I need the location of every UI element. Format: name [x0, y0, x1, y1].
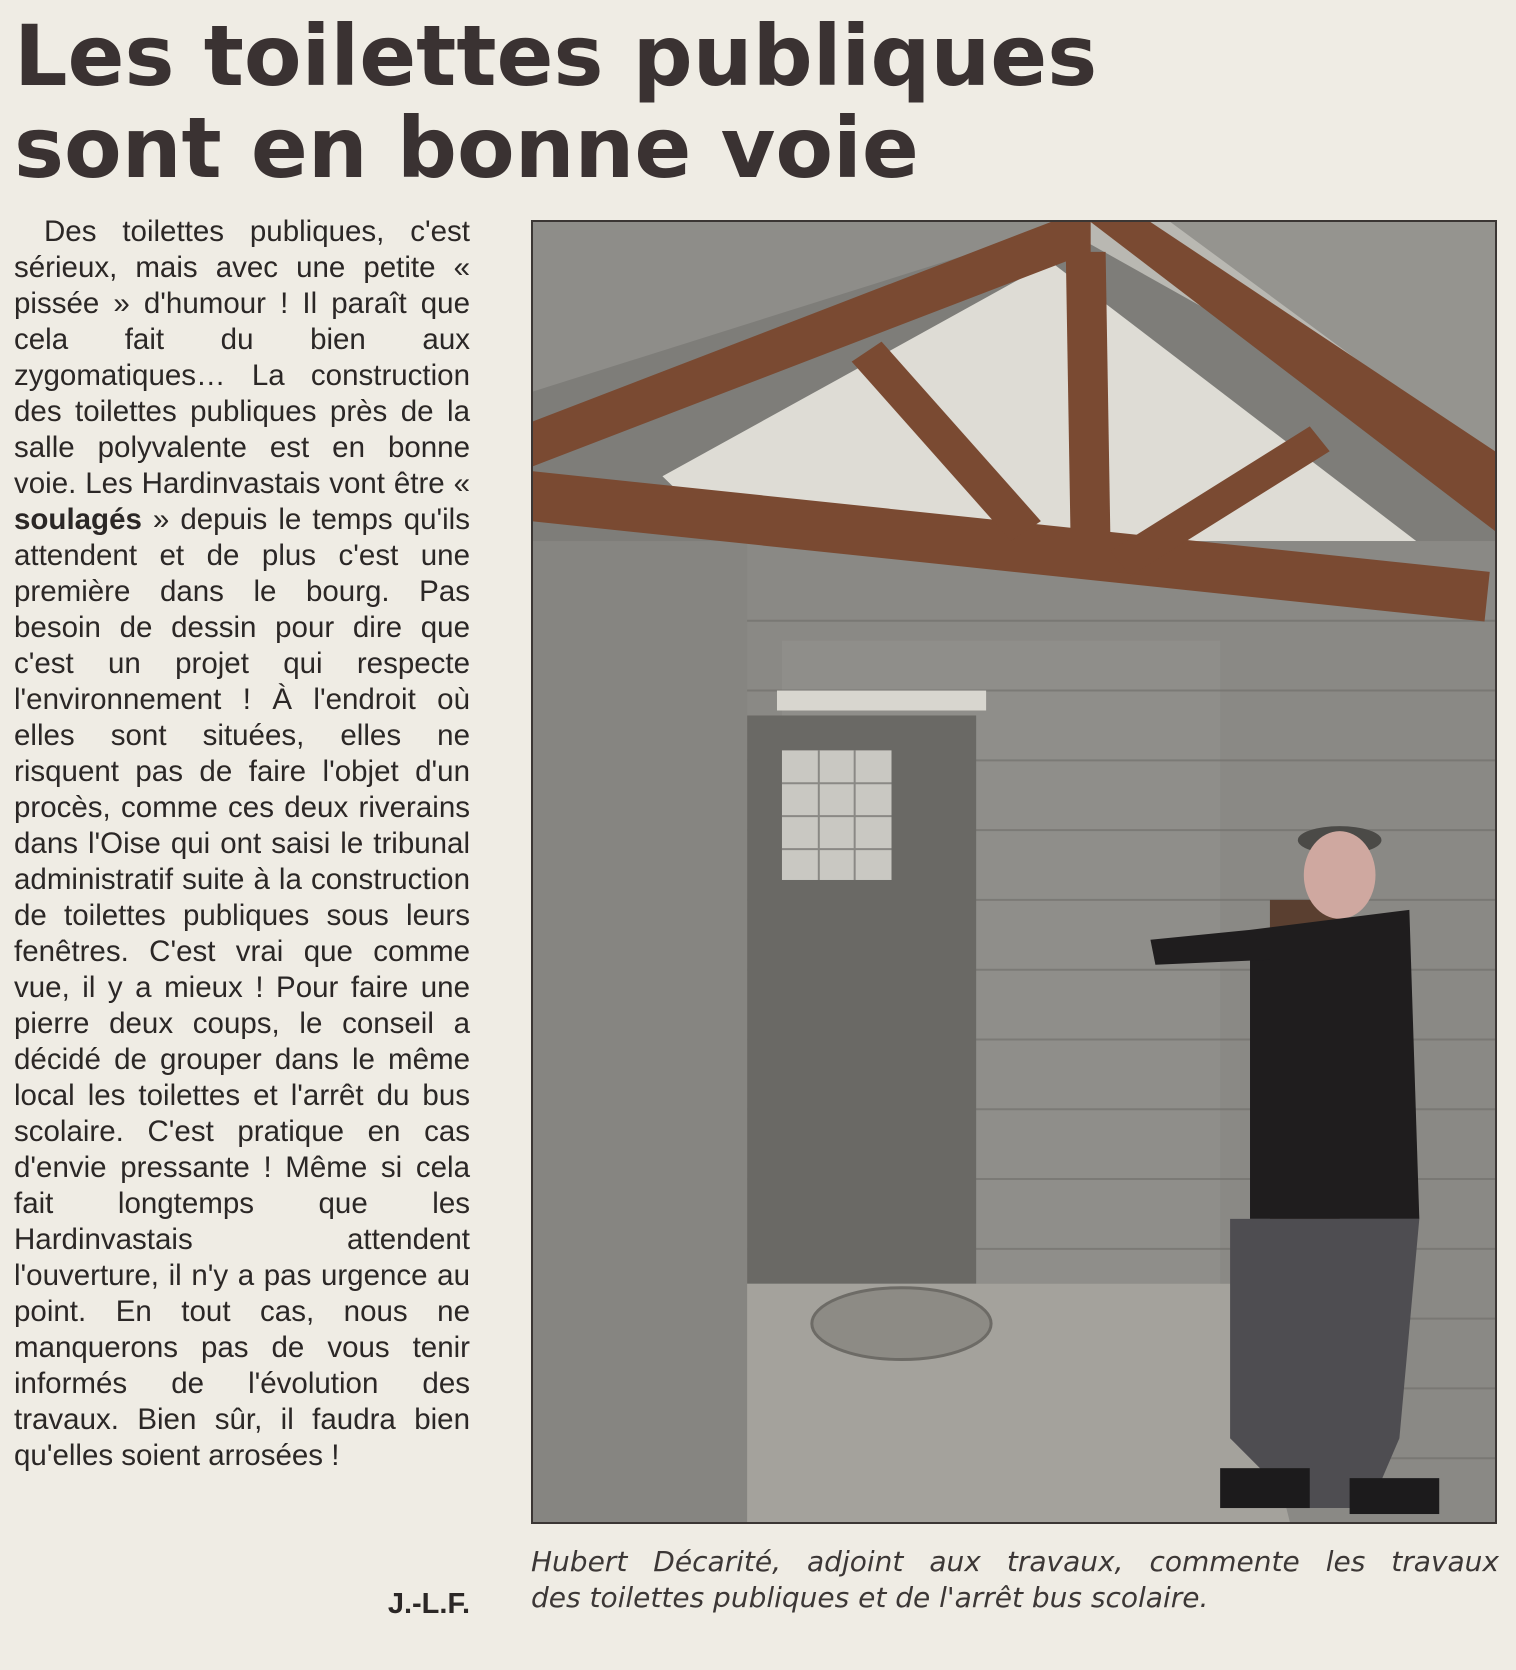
article-headline [14, 7, 1214, 197]
article-body [14, 214, 470, 1474]
caption-line-2: des toilettes publiques et de l'arrêt bus scolaire. [531, 1581, 1209, 1614]
caption-line-1: Hubert Décarité, adjoint aux travaux, commente les travaux [531, 1545, 1499, 1578]
body-bold-word: soulagés [14, 503, 142, 536]
article-paragraph [14, 214, 470, 1474]
headline-line-1: Les toilettes publiques [14, 7, 1098, 105]
headline-line-2: sont en bonne voie [14, 99, 919, 197]
construction-site-photo [533, 222, 1495, 1522]
body-text-part-2: » depuis le temps qu'ils attendent et de plus c'est une première dans le bourg. Pas besoin de dessin pour dire que c'est un projet qui respecte l'environnement ! À l'endroit où elles sont situées, elles ne risquent pas de faire l'objet d'un procès, comme ces deux riverains dans l'Oise qui ont saisi le tribunal administratif suite à la construction de toilettes publiques sous leurs fenêtres. C'est vrai que comme vue, il y a mieux ! Pour faire une pierre deux coups, le conseil a décidé de grouper dans le même local les toilettes et l'arrêt du bus scolaire. C'est pratique en cas d'envie pressante ! Même si cela fait longtemps que les Hardinvastais attendent l'ouverture, il n'y a pas urgence au point. En tout cas, nous ne manquerons pas de vous tenir informés de l'évolution des travaux. Bien sûr, il faudra bien qu'elles soient arrosées ! [14, 503, 470, 1472]
body-text-part-1: Des toilettes publiques, c'est sérieux, mais avec une petite « pissée » d'humour ! Il paraît que cela fait du bien aux zygomatiques… La construction des toilettes publiques près de la salle polyvalente est en bonne voie. Les Hardinvastais vont être « [14, 215, 470, 500]
author-signature: J.-L.F. [387, 1588, 470, 1620]
article-photo [531, 220, 1497, 1524]
photo-caption [531, 1544, 1499, 1616]
